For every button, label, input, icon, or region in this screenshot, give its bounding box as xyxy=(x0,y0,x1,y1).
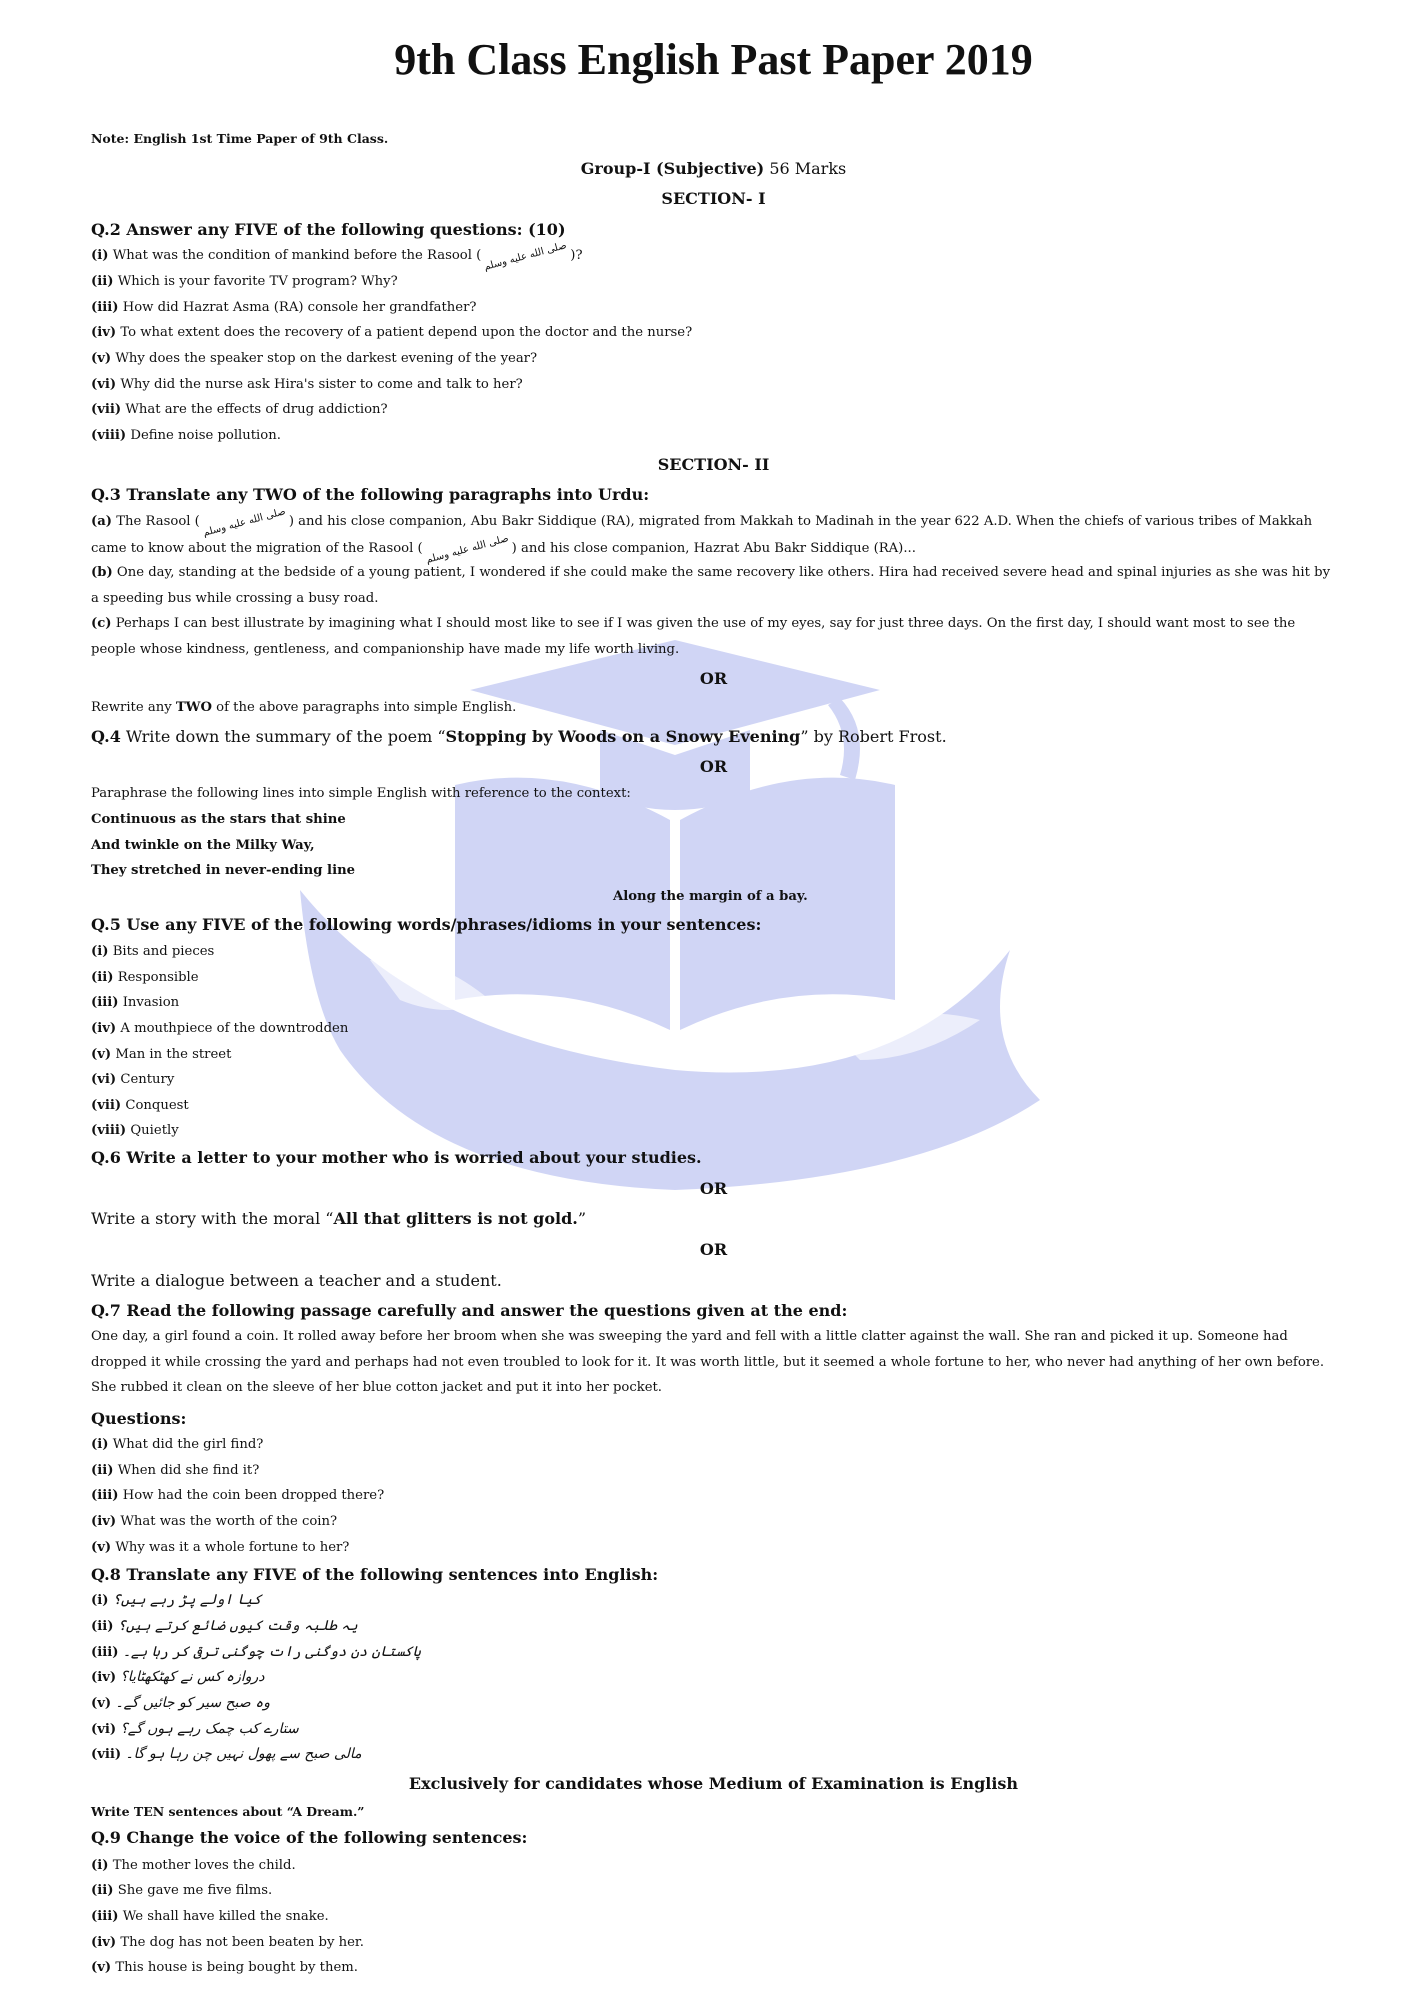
q7-item: (iv) What was the worth of the coin? xyxy=(91,1514,338,1529)
q5-item: (vi) Century xyxy=(91,1072,175,1087)
page-title: 9th Class English Past Paper 2019 xyxy=(394,35,1033,84)
q2-item: (ii) Which is your favorite TV program? Why? xyxy=(91,274,398,289)
q6-heading: Q.6 Write a letter to your mother who is worried about your studies. xyxy=(91,1148,702,1167)
q3-paragraph-a: (a) The Rasool ( صلى الله عليه وسلم ) and his close companion, Abu Bakr Siddique (RA), migrated from Makkah to Madinah in the year 622 A.D. When the chiefs of various tribes of Makkah came to know about the migration of the Rasool ( صلى الله عليه وسلم ) and his close companion, Hazrat Abu Bakr Siddique (RA)... xyxy=(91,506,1313,566)
q2-item: (vii) What are the effects of drug addiction? xyxy=(91,402,388,417)
q9-item: (iii) We shall have killed the snake. xyxy=(91,1909,329,1924)
or-label: OR xyxy=(699,1240,728,1259)
group-heading: Group-I (Subjective) 56 Marks xyxy=(580,159,847,178)
q2-item: (iv) To what extent does the recovery of a patient depend upon the doctor and the nurse? xyxy=(91,325,693,340)
poem-line: They stretched in never-ending line xyxy=(91,863,356,878)
poem-line: And twinkle on the Milky Way, xyxy=(91,838,315,853)
q8-item: (i) کیا اولے پڑ رہے ہیں؟ xyxy=(91,1592,262,1608)
q2-item: (vi) Why did the nurse ask Hira's sister to come and talk to her? xyxy=(91,377,523,392)
q9-item: (iv) The dog has not been beaten by her. xyxy=(91,1935,364,1950)
q6-dialogue: Write a dialogue between a teacher and a student. xyxy=(91,1271,502,1290)
q5-item: (ii) Responsible xyxy=(91,970,199,985)
q7-item: (i) What did the girl find? xyxy=(91,1437,264,1452)
q5-item: (iii) Invasion xyxy=(91,995,180,1010)
dream-prompt: Write TEN sentences about “A Dream.” xyxy=(91,1804,365,1819)
q2-item: (i) What was the condition of mankind before the Rasool ( صلى الله عليه وسلم )? xyxy=(91,240,583,273)
q8-item: (iv) دروازہ کس نے کھٹکھٹایا؟ xyxy=(91,1669,265,1685)
q4-heading: Q.4 Write down the summary of the poem “Stopping by Woods on a Snowy Evening” by Robert Frost. xyxy=(91,727,947,746)
or-label: OR xyxy=(699,757,728,776)
q8-item: (v) وہ صبح سیر کو جائیں گے۔ xyxy=(91,1695,271,1711)
q7-passage: One day, a girl found a coin. It rolled away before her broom when she was sweeping the yard and fell with a little clatter against the wall. She ran and picked it up. Someone had dropped it while crossing the yard and perhaps had not even troubled to look for it. It was worth little, but it seemed a whole fortune to her, who never had anything of her own before. She rubbed it clean on the sleeve of her blue cotton jacket and put it into her pocket. xyxy=(91,1329,1325,1395)
q9-item: (ii) She gave me five films. xyxy=(91,1883,273,1898)
q7-item: (ii) When did she find it? xyxy=(91,1463,260,1478)
q5-item: (vii) Conquest xyxy=(91,1098,189,1113)
q5-item: (i) Bits and pieces xyxy=(91,944,215,959)
q7-item: (v) Why was it a whole fortune to her? xyxy=(91,1540,350,1555)
q3-rewrite: Rewrite any TWO of the above paragraphs into simple English. xyxy=(91,700,517,715)
q2-item: (iii) How did Hazrat Asma (RA) console her grandfather? xyxy=(91,300,477,315)
q8-heading: Q.8 Translate any FIVE of the following sentences into English: xyxy=(91,1565,659,1584)
q8-item: (ii) یہ طلبہ وقت کیوں ضائع کرتے ہیں؟ xyxy=(91,1618,358,1634)
section-2-heading: SECTION- II xyxy=(657,455,770,474)
q5-heading: Q.5 Use any FIVE of the following words/phrases/idioms in your sentences: xyxy=(91,915,762,934)
poem-line: Along the margin of a bay. xyxy=(613,889,808,904)
q5-item: (iv) A mouthpiece of the downtrodden xyxy=(91,1021,349,1036)
q8-item: (vii) مالی صبح سے پھول نہیں چن رہا ہو گا۔ xyxy=(91,1746,362,1762)
section-1-heading: SECTION- I xyxy=(661,189,766,208)
q2-item: (v) Why does the speaker stop on the darkest evening of the year? xyxy=(91,351,538,366)
or-label: OR xyxy=(699,1179,728,1198)
q7-item: (iii) How had the coin been dropped there? xyxy=(91,1488,385,1503)
q9-item: (i) The mother loves the child. xyxy=(91,1858,296,1873)
q9-heading: Q.9 Change the voice of the following sentences: xyxy=(91,1828,528,1847)
q5-item: (viii) Quietly xyxy=(91,1123,179,1138)
q8-item: (vi) ستارے کب چمک رہے ہوں گے؟ xyxy=(91,1721,299,1737)
q3-heading: Q.3 Translate any TWO of the following paragraphs into Urdu: xyxy=(91,485,650,504)
q2-heading: Q.2 Answer any FIVE of the following questions: (10) xyxy=(91,220,566,239)
poem-line: Continuous as the stars that shine xyxy=(91,812,346,827)
q3-paragraph-c: (c) Perhaps I can best illustrate by imagining what I should most like to see if I was given the use of my eyes, say for just three days. On the first day, I should want most to see the people whose kindness, gentleness, and companionship have made my life worth living. xyxy=(91,616,1296,657)
q2-item: (viii) Define noise pollution. xyxy=(91,428,281,443)
or-label: OR xyxy=(699,669,728,688)
q5-item: (v) Man in the street xyxy=(91,1047,232,1062)
note: Note: English 1st Time Paper of 9th Class. xyxy=(91,131,389,146)
exclusive-heading: Exclusively for candidates whose Medium of Examination is English xyxy=(408,1774,1019,1793)
q3-paragraph-b: (b) One day, standing at the bedside of a young patient, I wondered if she could make the same recovery like others. Hira had received severe head and spinal injuries as she was hit by a speeding bus while crossing a busy road. xyxy=(91,565,1331,606)
q7-questions-label: Questions: xyxy=(91,1409,187,1428)
q8-item: (iii) پاکستان دن دوگنی رات چوگنی ترقی کر رہا ہے۔ xyxy=(91,1644,421,1660)
q6-story: Write a story with the moral “All that glitters is not gold.” xyxy=(91,1209,587,1228)
q4-paraphrase: Paraphrase the following lines into simple English with reference to the context: xyxy=(91,786,631,801)
q7-heading: Q.7 Read the following passage carefully and answer the questions given at the end: xyxy=(91,1301,848,1320)
q9-item: (v) This house is being bought by them. xyxy=(91,1960,358,1975)
